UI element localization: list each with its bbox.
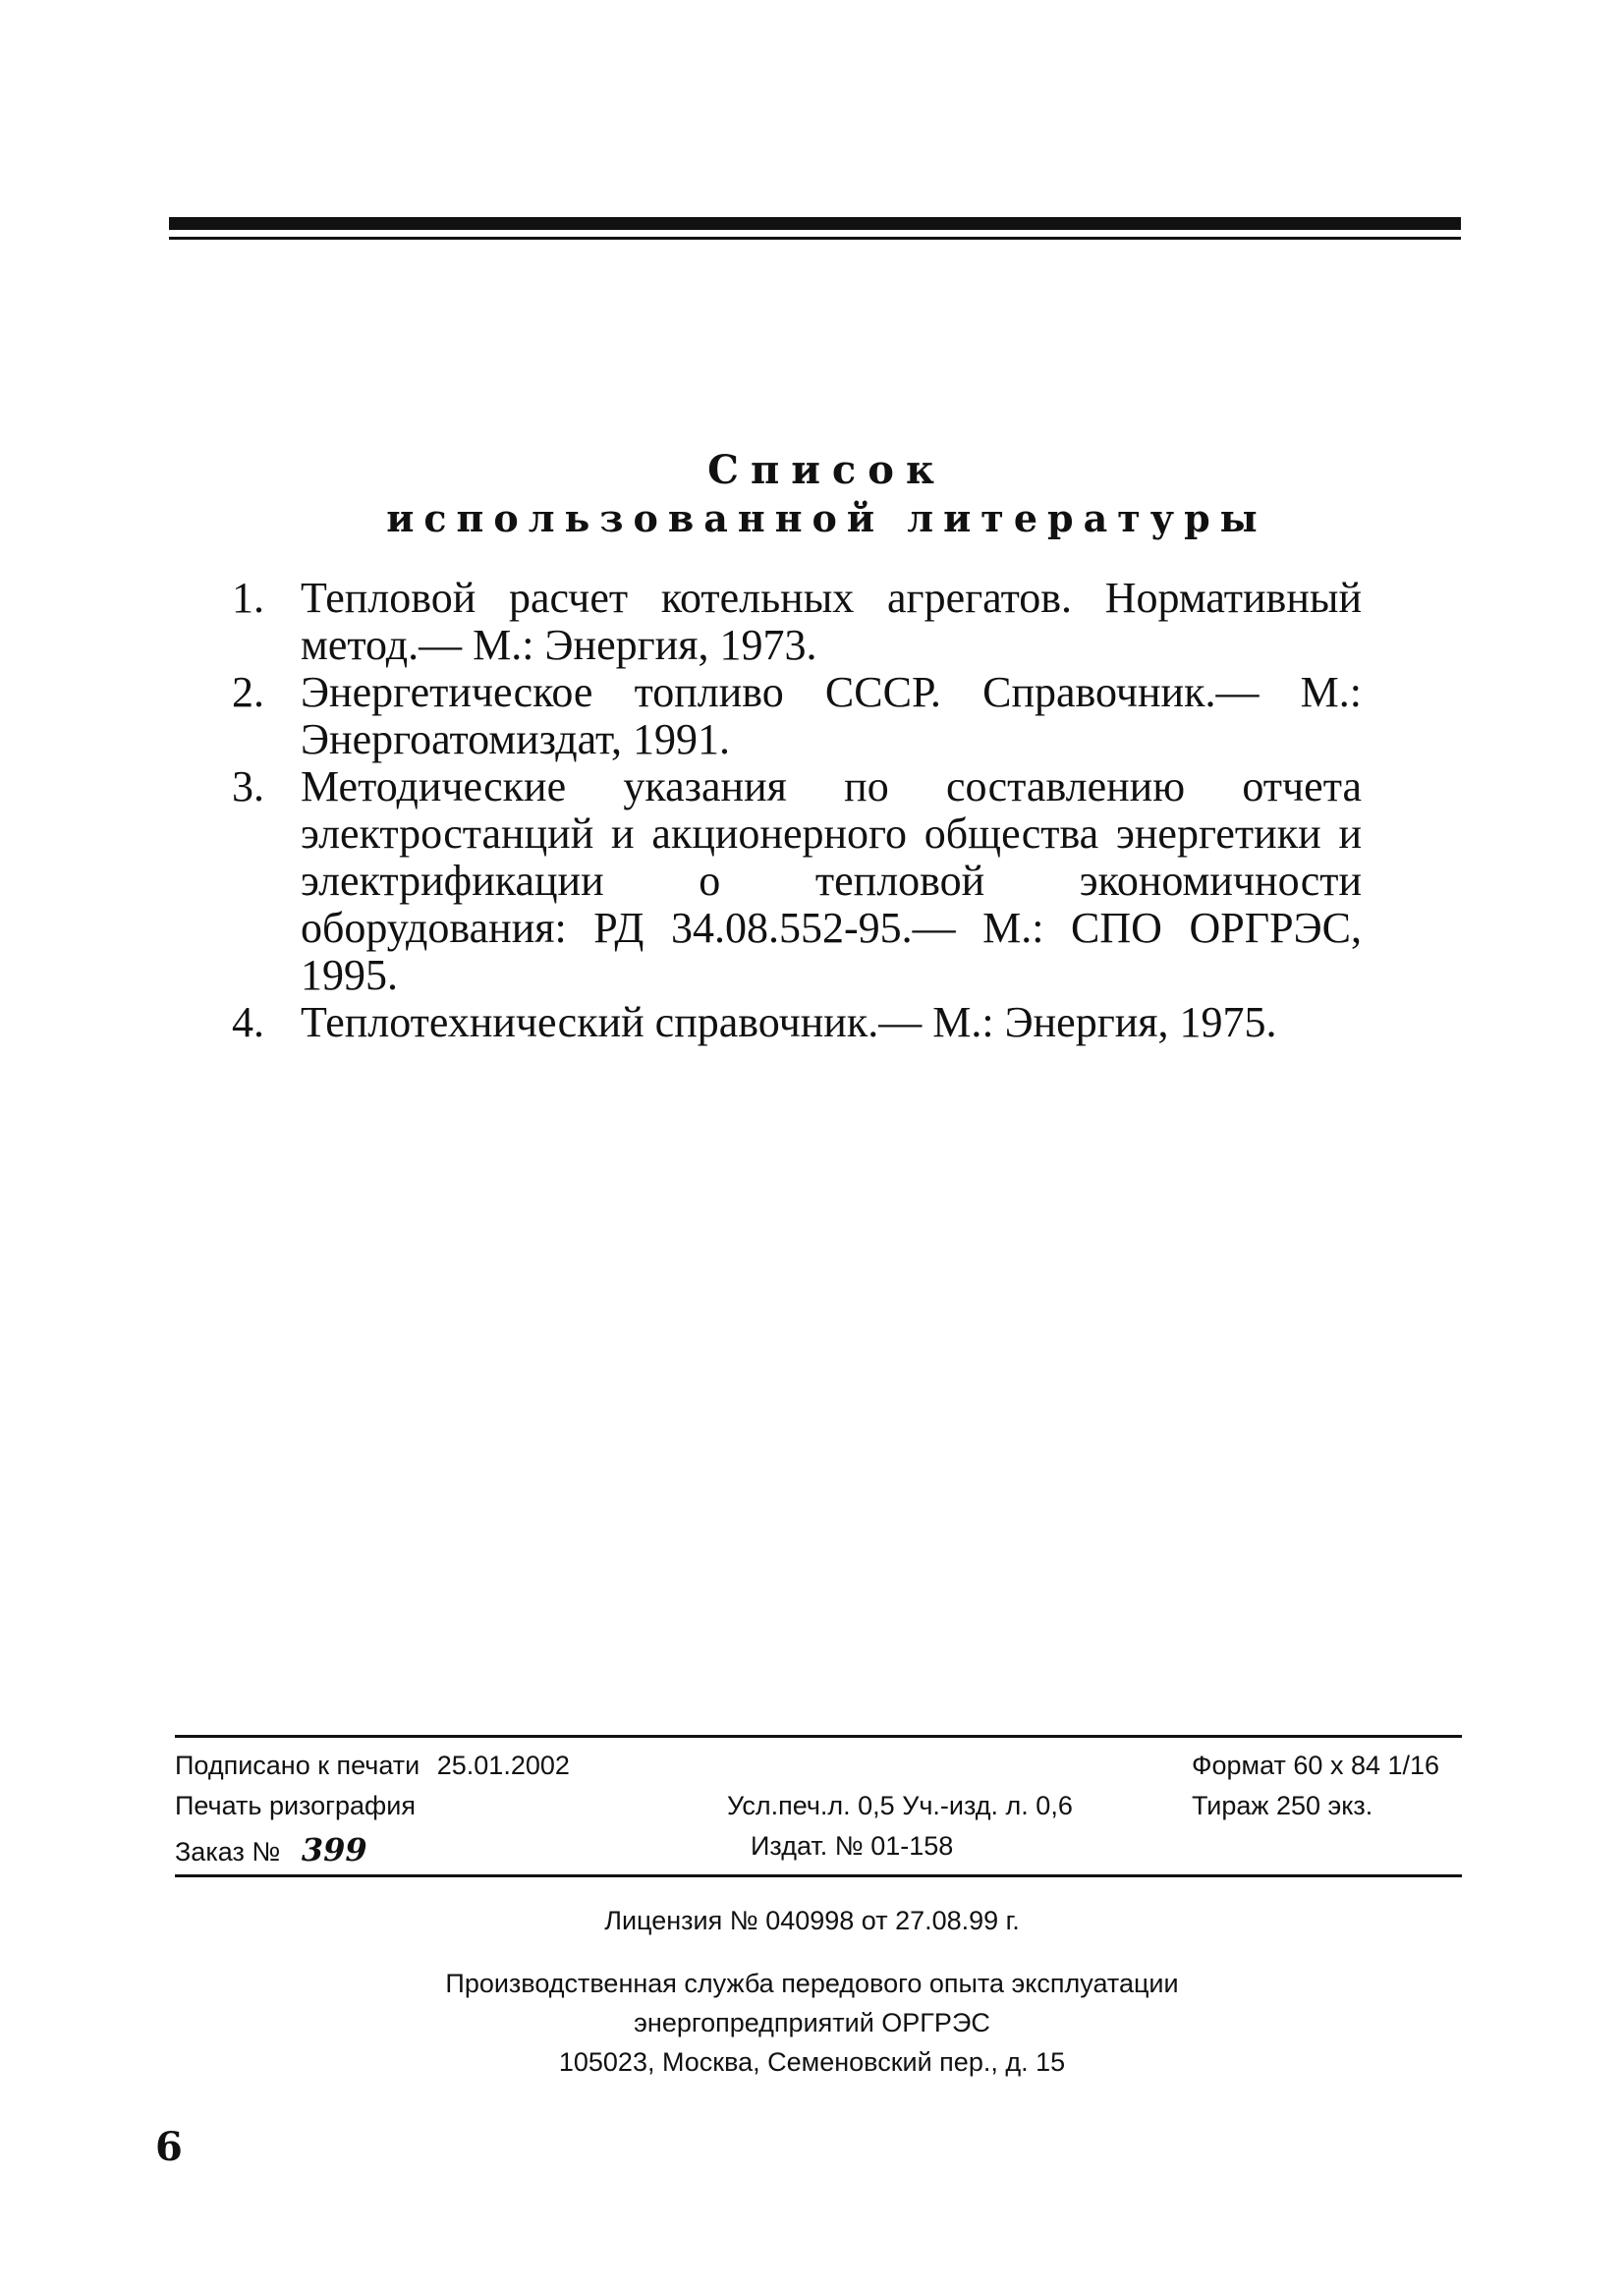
reference-list — [232, 575, 1362, 1046]
reference-number: 1. — [232, 574, 264, 622]
page-number: 6 — [155, 2124, 183, 2170]
reference-item — [232, 999, 1362, 1046]
reference-number: 3. — [232, 762, 264, 810]
publisher-org: энергопредприятий ОРГРЭС — [634, 2008, 990, 2037]
section-title: Список — [707, 447, 946, 493]
imprint-rule-bottom — [175, 1874, 1462, 1877]
print-type: Печать ризография — [175, 1791, 416, 1820]
license-line: Лицензия № 040998 от 27.08.99 г. — [604, 1906, 1020, 1935]
order-number: 399 — [301, 1831, 367, 1868]
imprint-rule-top — [175, 1735, 1462, 1738]
reference-number: 2. — [232, 668, 264, 716]
header-rule-thin — [169, 237, 1461, 240]
sheets-info: Усл.печ.л. 0,5 Уч.-изд. л. 0,6 — [727, 1791, 1073, 1820]
publisher-name: Производственная служба передового опыта эксплуатации — [445, 1969, 1179, 1998]
order-label: Заказ № — [175, 1837, 281, 1867]
reference-text: Методические указания по составлению отчета электростанций и акционерного общества энергетики и электрификации о тепловой экономичности оборудования: РД 34.08.552-95.— М.: СПО ОРГРЭС, 1995. — [301, 762, 1362, 999]
reference-text: Теплотехнический справочник.— М.: Энергия, 1975. — [301, 998, 1277, 1046]
signed-line — [175, 1751, 570, 1781]
reference-number: 4. — [232, 998, 264, 1046]
publisher-address: 105023, Москва, Семеновский пер., д. 15 — [558, 2047, 1066, 2077]
reference-item — [232, 575, 1362, 669]
circulation-info: Тираж 250 экз. — [1192, 1791, 1373, 1820]
reference-item — [232, 669, 1362, 763]
reference-text: Тепловой расчет котельных агрегатов. Нормативный метод.— М.: Энергия, 1973. — [301, 574, 1362, 669]
format-info: Формат 60 х 84 1/16 — [1192, 1751, 1440, 1780]
reference-text: Энергетическое топливо СССР. Справочник.— М.: Энергоатомиздат, 1991. — [301, 668, 1362, 763]
signed-date: 25.01.2002 — [436, 1751, 570, 1780]
publication-number: Издат. № 01-158 — [751, 1831, 954, 1861]
section-subtitle: использованной литературы — [386, 496, 1267, 540]
header-rule-thick — [169, 217, 1461, 230]
signed-label: Подписано к печати — [175, 1751, 420, 1780]
reference-item — [232, 763, 1362, 999]
order-line — [175, 1831, 367, 1868]
